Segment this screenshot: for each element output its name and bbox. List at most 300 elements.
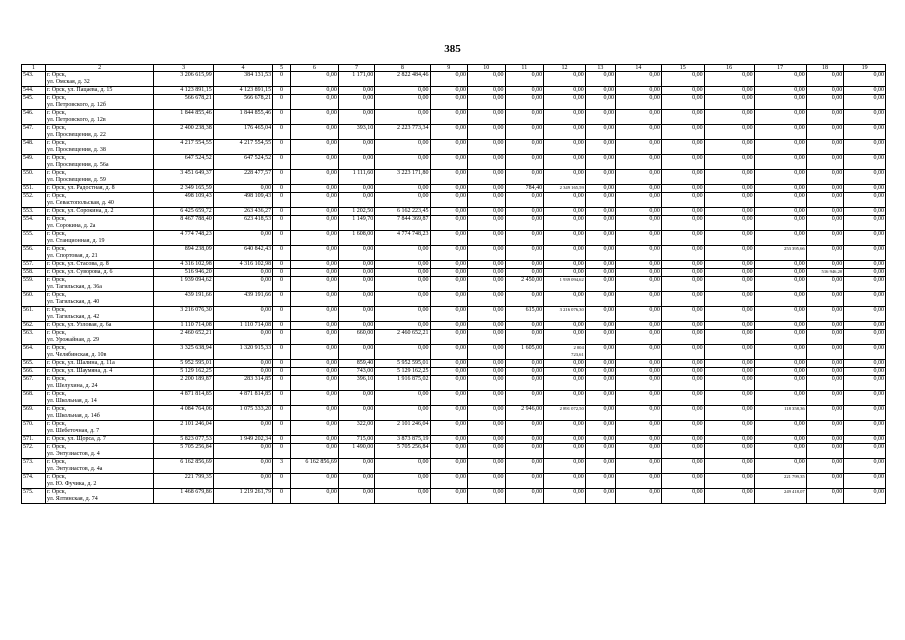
- value-cell: 0,00: [616, 360, 662, 368]
- value-cell: 0,00: [806, 246, 844, 261]
- value-cell: 0,00: [661, 489, 704, 504]
- value-cell: 0,00: [544, 155, 586, 170]
- value-cell: 0,00: [806, 193, 844, 208]
- value-cell: 0,00: [754, 459, 806, 474]
- value-cell: 2 946,00: [505, 406, 544, 421]
- value-cell: 0,00: [616, 193, 662, 208]
- data-table: [21, 64, 886, 504]
- row-number: 555.: [22, 231, 46, 246]
- value-cell: 5 952 595,01: [375, 360, 430, 368]
- value-cell: 0: [273, 322, 291, 330]
- value-cell: 2 200 189,87: [154, 376, 213, 391]
- value-cell: 0,00: [806, 155, 844, 170]
- value-cell: 0: [273, 307, 291, 322]
- address-cell: г. Орск, ул. Сорокина, д. 2: [45, 208, 153, 216]
- value-cell: 0,00: [213, 474, 272, 489]
- value-cell: 0,00: [430, 231, 468, 246]
- value-cell: 4 084 764,06: [154, 406, 213, 421]
- value-cell: 0,00: [338, 140, 374, 155]
- value-cell: 0,00: [505, 474, 544, 489]
- value-cell: 0,00: [544, 261, 586, 269]
- value-cell: 0,00: [585, 155, 615, 170]
- value-cell: 0,00: [375, 261, 430, 269]
- value-cell: 0,00: [430, 110, 468, 125]
- table-row: [22, 292, 886, 307]
- row-number: 543.: [22, 72, 46, 87]
- value-cell: 0,00: [754, 72, 806, 87]
- value-cell: 0,00: [544, 474, 586, 489]
- value-cell: 0,00: [616, 391, 662, 406]
- value-cell: 1 149,70: [338, 216, 374, 231]
- value-cell: 0,00: [585, 436, 615, 444]
- value-cell: 0,00: [704, 474, 754, 489]
- row-number: 568.: [22, 391, 46, 406]
- value-cell: 0,00: [704, 368, 754, 376]
- value-cell: 0,00: [806, 72, 844, 87]
- row-number: 561.: [22, 307, 46, 322]
- value-cell: 0,00: [375, 185, 430, 193]
- value-cell: 0,00: [338, 193, 374, 208]
- value-cell: 0,00: [505, 95, 544, 110]
- value-cell: 0,00: [544, 489, 586, 504]
- row-number: 554.: [22, 216, 46, 231]
- table-row: [22, 444, 886, 459]
- value-cell: 0,00: [213, 277, 272, 292]
- column-number: 15: [661, 65, 704, 72]
- value-cell: 0,00: [290, 231, 338, 246]
- value-cell: 0,00: [290, 155, 338, 170]
- value-cell: 0,00: [844, 95, 886, 110]
- value-cell: 0,00: [616, 444, 662, 459]
- value-cell: 0,00: [213, 459, 272, 474]
- value-cell: 0,00: [544, 140, 586, 155]
- column-number: 7: [338, 65, 374, 72]
- value-cell: 0,00: [844, 376, 886, 391]
- value-cell: 0,00: [616, 489, 662, 504]
- value-cell: 0,00: [375, 489, 430, 504]
- value-cell: 0,00: [704, 246, 754, 261]
- value-cell: 0,00: [754, 125, 806, 140]
- value-cell: 0,00: [505, 444, 544, 459]
- value-cell: 743,00: [338, 368, 374, 376]
- value-cell: 0,00: [290, 345, 338, 360]
- value-cell: 1 844 855,46: [213, 110, 272, 125]
- value-cell: 0,00: [806, 216, 844, 231]
- value-cell: 0,00: [844, 474, 886, 489]
- value-cell: 0,00: [754, 87, 806, 95]
- value-cell: 5 952 595,01: [154, 360, 213, 368]
- value-cell: 0,00: [844, 391, 886, 406]
- value-cell: 0,00: [290, 261, 338, 269]
- value-cell: 0,00: [505, 140, 544, 155]
- value-cell: 118 358,36: [754, 406, 806, 421]
- value-cell: 0,00: [338, 307, 374, 322]
- value-cell: 0,00: [661, 345, 704, 360]
- value-cell: 0,00: [213, 330, 272, 345]
- value-cell: 0,00: [430, 421, 468, 436]
- value-cell: 0,00: [585, 193, 615, 208]
- value-cell: 0,00: [704, 459, 754, 474]
- value-cell: 0,00: [661, 155, 704, 170]
- value-cell: 0,00: [544, 231, 586, 246]
- row-number: 571.: [22, 436, 46, 444]
- value-cell: 0,00: [213, 421, 272, 436]
- value-cell: 0,00: [430, 292, 468, 307]
- value-cell: 4 871 814,85: [213, 391, 272, 406]
- value-cell: 0,00: [375, 277, 430, 292]
- value-cell: 0,00: [585, 391, 615, 406]
- address-cell: г. Орск, ул. Ялтинская, д. 74: [45, 489, 153, 504]
- value-cell: 647 524,52: [154, 155, 213, 170]
- value-cell: 0,00: [704, 125, 754, 140]
- table-row: [22, 155, 886, 170]
- value-cell: 0,00: [544, 269, 586, 277]
- value-cell: 0,00: [661, 185, 704, 193]
- value-cell: 0,00: [338, 269, 374, 277]
- value-cell: 0,00: [290, 72, 338, 87]
- value-cell: 0,00: [806, 292, 844, 307]
- value-cell: 0,00: [661, 95, 704, 110]
- value-cell: 0,00: [806, 110, 844, 125]
- value-cell: 0: [273, 421, 291, 436]
- row-number: 569.: [22, 406, 46, 421]
- value-cell: 0,00: [754, 436, 806, 444]
- value-cell: 0: [273, 95, 291, 110]
- value-cell: 0,00: [704, 87, 754, 95]
- value-cell: 0,00: [290, 368, 338, 376]
- value-cell: 0,00: [505, 391, 544, 406]
- table-row: [22, 125, 886, 140]
- value-cell: 0,00: [468, 208, 506, 216]
- value-cell: 3 873 875,19: [375, 436, 430, 444]
- value-cell: 0,00: [544, 322, 586, 330]
- value-cell: 0,00: [544, 208, 586, 216]
- value-cell: 0,00: [290, 216, 338, 231]
- value-cell: 0,00: [430, 489, 468, 504]
- value-cell: 0,00: [616, 170, 662, 185]
- address-cell: г. Орск, ул. Щорса, д. 7: [45, 436, 153, 444]
- value-cell: 0,00: [806, 474, 844, 489]
- value-cell: 0,00: [290, 110, 338, 125]
- table-row: [22, 330, 886, 345]
- address-cell: г. Орск, ул. Шебеточная, д. 7: [45, 421, 153, 436]
- value-cell: 0,00: [430, 216, 468, 231]
- value-cell: 3 325 638,94: [154, 345, 213, 360]
- value-cell: 0,00: [468, 261, 506, 269]
- value-cell: 623 418,53: [213, 216, 272, 231]
- address-cell: г. Орск, ул. Шалина, д. 11а: [45, 360, 153, 368]
- column-number: 13: [585, 65, 615, 72]
- value-cell: 0,00: [290, 95, 338, 110]
- value-cell: 1 075 333,20: [213, 406, 272, 421]
- value-cell: 0,00: [754, 421, 806, 436]
- value-cell: 0,00: [661, 125, 704, 140]
- column-number: 2: [45, 65, 153, 72]
- value-cell: 647 524,52: [213, 155, 272, 170]
- value-cell: 0: [273, 155, 291, 170]
- value-cell: 5 705 256,84: [375, 444, 430, 459]
- value-cell: 0,00: [661, 170, 704, 185]
- value-cell: 0,00: [338, 489, 374, 504]
- value-cell: 0,00: [290, 421, 338, 436]
- value-cell: 0,00: [661, 216, 704, 231]
- value-cell: 4 123 891,15: [154, 87, 213, 95]
- table-row: [22, 140, 886, 155]
- value-cell: 0,00: [806, 459, 844, 474]
- value-cell: 0,00: [806, 277, 844, 292]
- value-cell: 0,00: [754, 322, 806, 330]
- value-cell: 2 101 246,04: [375, 421, 430, 436]
- value-cell: 0,00: [375, 292, 430, 307]
- value-cell: 0,00: [430, 277, 468, 292]
- value-cell: 0,00: [544, 444, 586, 459]
- column-number: 18: [806, 65, 844, 72]
- value-cell: 0,00: [290, 444, 338, 459]
- value-cell: 0,00: [338, 345, 374, 360]
- value-cell: 0,00: [468, 95, 506, 110]
- value-cell: 0,00: [505, 246, 544, 261]
- value-cell: 0: [273, 246, 291, 261]
- value-cell: 0,00: [585, 95, 615, 110]
- value-cell: 322,00: [338, 421, 374, 436]
- value-cell: 0,00: [375, 406, 430, 421]
- address-cell: г. Орск, ул. Просвещения, д. 56а: [45, 155, 153, 170]
- value-cell: 0,00: [661, 421, 704, 436]
- value-cell: 0,00: [338, 292, 374, 307]
- value-cell: 0,00: [616, 406, 662, 421]
- value-cell: 0,00: [585, 368, 615, 376]
- value-cell: 0,00: [704, 307, 754, 322]
- value-cell: 0,00: [338, 322, 374, 330]
- value-cell: 0,00: [704, 185, 754, 193]
- value-cell: 6 162 223,45: [375, 208, 430, 216]
- value-cell: 0,00: [585, 421, 615, 436]
- value-cell: 221 799,35: [154, 474, 213, 489]
- value-cell: 0,00: [704, 277, 754, 292]
- row-number: 545.: [22, 95, 46, 110]
- value-cell: 2 450,00: [505, 277, 544, 292]
- value-cell: 0,00: [544, 459, 586, 474]
- value-cell: 0,00: [661, 246, 704, 261]
- value-cell: 0,00: [338, 110, 374, 125]
- value-cell: 249 418,07: [754, 489, 806, 504]
- value-cell: 0,00: [661, 376, 704, 391]
- value-cell: 0,00: [468, 185, 506, 193]
- value-cell: 0,00: [468, 72, 506, 87]
- value-cell: 0: [273, 489, 291, 504]
- value-cell: 0,00: [430, 459, 468, 474]
- value-cell: 0,00: [616, 345, 662, 360]
- value-cell: 0,00: [844, 110, 886, 125]
- value-cell: 0,00: [844, 231, 886, 246]
- value-cell: 0,00: [430, 95, 468, 110]
- value-cell: 0: [273, 376, 291, 391]
- value-cell: 0,00: [844, 436, 886, 444]
- value-cell: 1 219 261,79: [213, 489, 272, 504]
- row-number: 546.: [22, 110, 46, 125]
- value-cell: 0,00: [338, 246, 374, 261]
- value-cell: 0,00: [754, 95, 806, 110]
- value-cell: 0,00: [704, 72, 754, 87]
- value-cell: 1 844 855,46: [154, 110, 213, 125]
- value-cell: 0,00: [704, 292, 754, 307]
- value-cell: 660,00: [338, 330, 374, 345]
- value-cell: 0,00: [844, 459, 886, 474]
- value-cell: 566 678,21: [154, 95, 213, 110]
- value-cell: 2 101 246,04: [154, 421, 213, 436]
- value-cell: 0,00: [616, 368, 662, 376]
- value-cell: 0,00: [505, 208, 544, 216]
- value-cell: 0,00: [544, 95, 586, 110]
- value-cell: 0,00: [806, 170, 844, 185]
- value-cell: 0,00: [704, 193, 754, 208]
- value-cell: 0,00: [844, 216, 886, 231]
- value-cell: 0,00: [468, 368, 506, 376]
- value-cell: 0,00: [806, 436, 844, 444]
- value-cell: 0,00: [704, 391, 754, 406]
- value-cell: 1 110 714,08: [154, 322, 213, 330]
- value-cell: 0,00: [430, 125, 468, 140]
- table-row: [22, 185, 886, 193]
- value-cell: 2 891 072,50: [544, 406, 586, 421]
- value-cell: 0,00: [704, 322, 754, 330]
- value-cell: 0,00: [375, 140, 430, 155]
- value-cell: 0,00: [290, 269, 338, 277]
- value-cell: 0: [273, 360, 291, 368]
- value-cell: 0,00: [468, 345, 506, 360]
- value-cell: 4 123 891,15: [213, 87, 272, 95]
- value-cell: 0,00: [661, 231, 704, 246]
- column-number: 9: [430, 65, 468, 72]
- value-cell: 2 004 723,61: [544, 345, 586, 360]
- value-cell: 0: [273, 436, 291, 444]
- value-cell: 0,00: [616, 376, 662, 391]
- value-cell: 0,00: [616, 330, 662, 345]
- value-cell: 0,00: [616, 246, 662, 261]
- value-cell: 0,00: [505, 368, 544, 376]
- address-cell: г. Орск, ул. Ю. Фучика, д. 2: [45, 474, 153, 489]
- row-number: 562.: [22, 322, 46, 330]
- value-cell: 0,00: [375, 322, 430, 330]
- value-cell: 0,00: [704, 444, 754, 459]
- value-cell: 0,00: [290, 193, 338, 208]
- value-cell: 0,00: [338, 87, 374, 95]
- value-cell: 0,00: [430, 246, 468, 261]
- address-cell: г. Орск, ул. Школьная, д. 14: [45, 391, 153, 406]
- table-header-row: [22, 65, 886, 72]
- value-cell: 0: [273, 140, 291, 155]
- value-cell: 0,00: [844, 261, 886, 269]
- value-cell: 0: [273, 125, 291, 140]
- value-cell: 0,00: [616, 125, 662, 140]
- value-cell: 0,00: [338, 155, 374, 170]
- value-cell: 0,00: [704, 489, 754, 504]
- value-cell: 0,00: [616, 322, 662, 330]
- row-number: 558.: [22, 269, 46, 277]
- value-cell: 0,00: [505, 436, 544, 444]
- value-cell: 0,00: [375, 307, 430, 322]
- address-cell: г. Орск, ул. Тагильская, д. 40: [45, 292, 153, 307]
- value-cell: 0,00: [468, 406, 506, 421]
- value-cell: 1 110 714,08: [213, 322, 272, 330]
- value-cell: 0,00: [844, 140, 886, 155]
- value-cell: 0,00: [375, 95, 430, 110]
- value-cell: 2 349 165,59: [154, 185, 213, 193]
- value-cell: 0,00: [544, 170, 586, 185]
- value-cell: 1 320 915,33: [213, 345, 272, 360]
- value-cell: 1 605,00: [505, 345, 544, 360]
- value-cell: 0,00: [616, 269, 662, 277]
- value-cell: 0,00: [290, 208, 338, 216]
- value-cell: 0,00: [430, 368, 468, 376]
- value-cell: 0,00: [468, 87, 506, 95]
- column-number: 16: [704, 65, 754, 72]
- value-cell: 0,00: [806, 322, 844, 330]
- value-cell: 0,00: [468, 277, 506, 292]
- table-row: [22, 170, 886, 185]
- table-row: [22, 368, 886, 376]
- address-cell: г. Орск, ул. Урожайная, д. 29: [45, 330, 153, 345]
- value-cell: 0,00: [505, 292, 544, 307]
- value-cell: 0,00: [844, 125, 886, 140]
- row-number: 567.: [22, 376, 46, 391]
- row-number: 560.: [22, 292, 46, 307]
- value-cell: 0,00: [468, 489, 506, 504]
- value-cell: 894 238,09: [154, 246, 213, 261]
- value-cell: 0,00: [616, 292, 662, 307]
- value-cell: 0,00: [505, 459, 544, 474]
- value-cell: 0,00: [661, 140, 704, 155]
- value-cell: 0,00: [468, 269, 506, 277]
- page-number: 385: [444, 43, 461, 55]
- value-cell: 283 314,85: [213, 376, 272, 391]
- value-cell: 0,00: [430, 140, 468, 155]
- value-cell: 0,00: [661, 368, 704, 376]
- table-row: [22, 193, 886, 208]
- value-cell: 0,00: [544, 246, 586, 261]
- value-cell: 0,00: [616, 421, 662, 436]
- table-row: [22, 95, 886, 110]
- value-cell: 0,00: [430, 330, 468, 345]
- value-cell: 0: [273, 277, 291, 292]
- value-cell: 0,00: [585, 360, 615, 368]
- value-cell: 0,00: [616, 436, 662, 444]
- value-cell: 0,00: [468, 246, 506, 261]
- value-cell: 0,00: [704, 330, 754, 345]
- value-cell: 0,00: [806, 406, 844, 421]
- value-cell: 0,00: [544, 292, 586, 307]
- address-cell: г. Орск, ул. Сорокина, д. 2а: [45, 216, 153, 231]
- value-cell: 0,00: [468, 444, 506, 459]
- value-cell: 0,00: [544, 87, 586, 95]
- value-cell: 0,00: [754, 360, 806, 368]
- value-cell: 0,00: [806, 421, 844, 436]
- value-cell: 0,00: [585, 185, 615, 193]
- value-cell: 0,00: [544, 330, 586, 345]
- value-cell: 0,00: [468, 155, 506, 170]
- value-cell: 0,00: [616, 110, 662, 125]
- value-cell: 0,00: [806, 261, 844, 269]
- value-cell: 176 465,04: [213, 125, 272, 140]
- address-cell: г. Орск, ул. Школьная, д. 14б: [45, 406, 153, 421]
- value-cell: 0,00: [844, 87, 886, 95]
- value-cell: 0,00: [661, 322, 704, 330]
- value-cell: 0,00: [754, 307, 806, 322]
- value-cell: 1 468 679,86: [154, 489, 213, 504]
- value-cell: 0: [273, 444, 291, 459]
- row-number: 557.: [22, 261, 46, 269]
- value-cell: 0,00: [585, 322, 615, 330]
